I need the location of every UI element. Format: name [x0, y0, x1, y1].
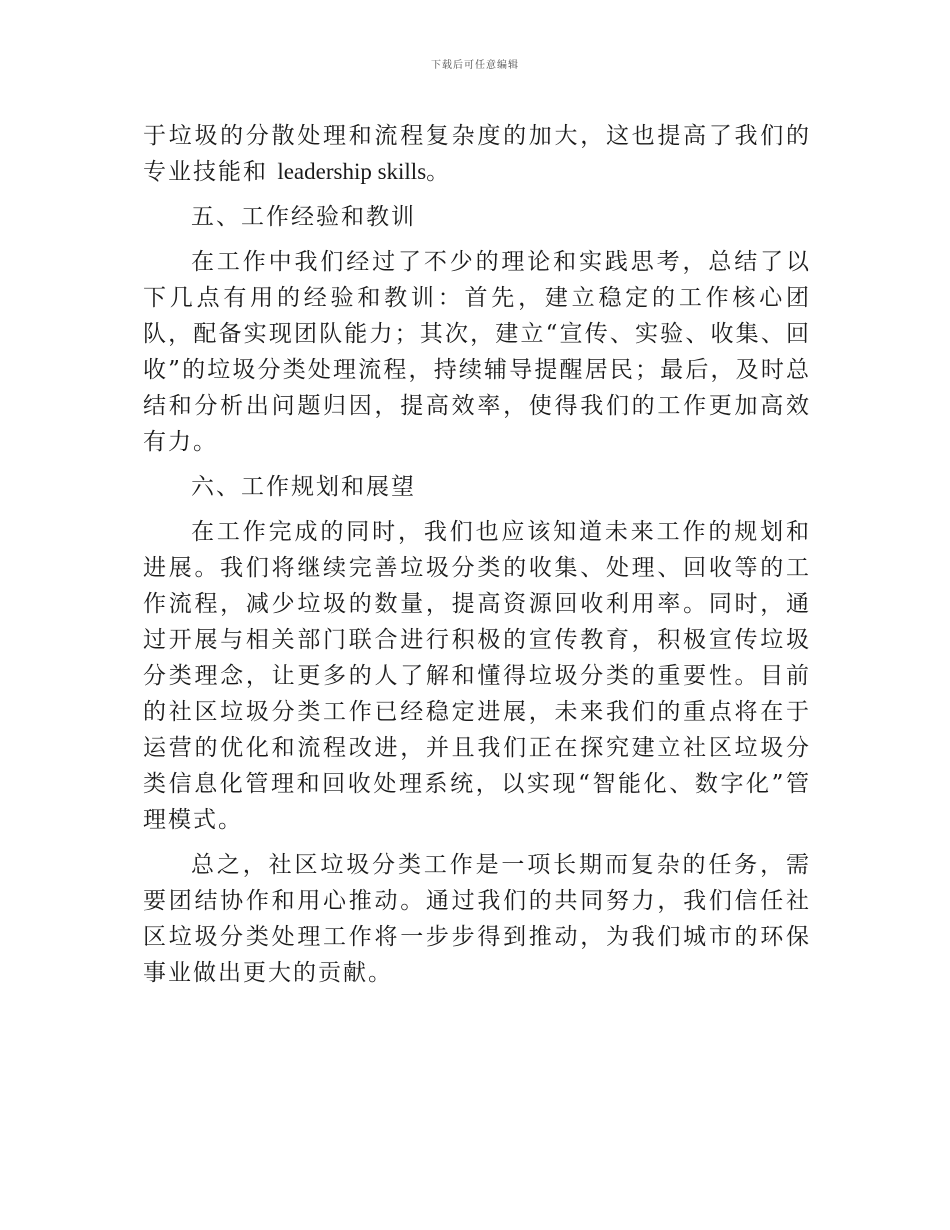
paragraph-planning: 在工作完成的同时，我们也应该知道未来工作的规划和进展。我们将继续完善垃圾分类的收集、处理、回收等的工作流程，减少垃圾的数量，提高资源回收利用率。同时，通过开展与相关部门联合进行积极的宣传教育，积极宣传垃圾分类理念，让更多的人了解和懂得垃圾分类的重要性。目前的社区垃圾分类工作已经稳定进展，未来我们的重点将在于运营的优化和流程改进，并且我们正在探究建立社区垃圾分类信息化管理和回收处理系统，以实现“智能化、数字化”管理模式。: [143, 519, 811, 833]
paragraph-punctuation: 。: [426, 159, 452, 185]
section-heading-6: 六、工作规划和展望: [191, 474, 416, 500]
paragraph-experience: 在工作中我们经过了不少的理论和实践思考，总结了以下几点有用的经验和教训：首先，建立稳定的工作核心团队，配备实现团队能力；其次，建立“宣传、实验、收集、回收”的垃圾分类处理流程，持续辅导提醒居民；最后，及时总结和分析出问题归因，提高效率，使得我们的工作更加高效有力。: [143, 249, 811, 455]
paragraph-continuation: [143, 118, 811, 190]
page-header: 下载后可任意编辑: [431, 60, 519, 71]
section-heading-5: 五、工作经验和教训: [191, 204, 416, 230]
english-term: leadership skills: [277, 159, 427, 184]
paragraph-text: 于垃圾的分散处理和流程复杂度的加大，这也提高了我们的专业技能和: [143, 123, 811, 185]
document-body: [143, 118, 811, 991]
paragraph-conclusion: 总之，社区垃圾分类工作是一项长期而复杂的任务，需要团结协作和用心推动。通过我们的共同努力，我们信任社区垃圾分类处理工作将一步步得到推动，为我们城市的环保事业做出更大的贡献。: [143, 852, 811, 986]
